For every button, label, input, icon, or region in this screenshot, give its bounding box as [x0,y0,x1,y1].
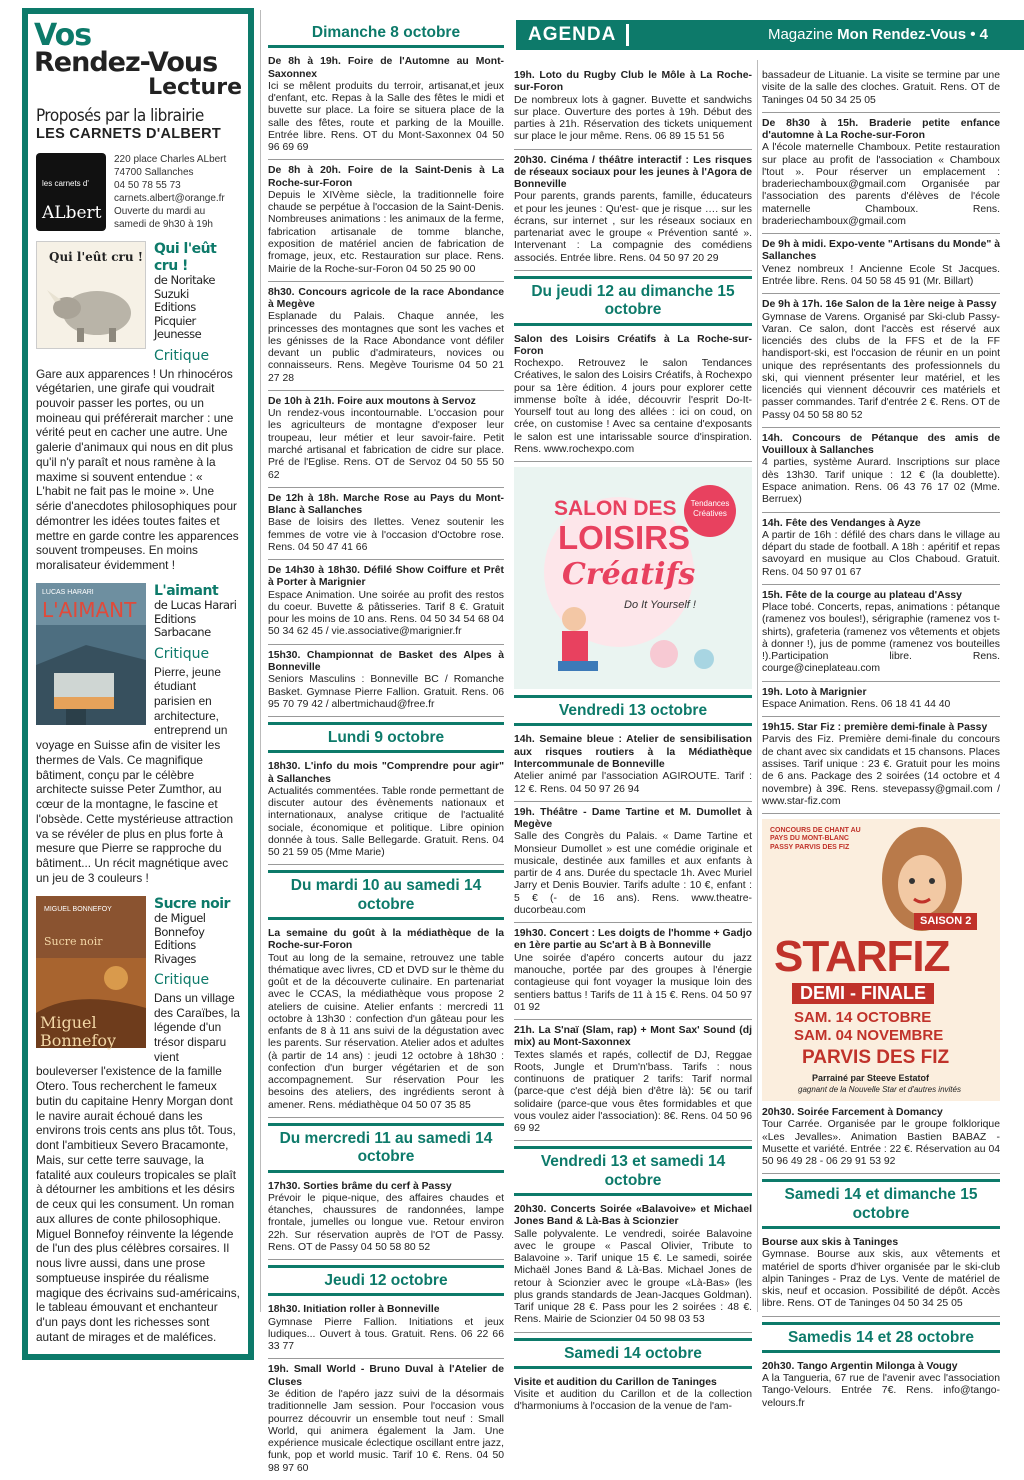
event-description: Atelier animé par l'association AGIROUTE. Tarif : 12 €. Rens. 04 50 97 26 94 [514,771,752,795]
event-description: A la Tangueria, 67 rue de l'avenir avec l'association Tango-Velours. Entrée 7€. Rens. info@tango-velours.fr [762,1373,1000,1409]
address-line: 220 place Charles ALbert [114,154,227,166]
event-title: La semaine du goût à la médiathèque de la Roche-sur-Foron [268,928,504,952]
cover-title: Qui l'eût cru ! [49,250,144,265]
book-author: de Noritake Suzuki [154,273,215,301]
event-title: 21h. La S'naï (Slam, rap) + Mont Sax' Sound (dj mix) au Mont-Saxonnex [514,1025,752,1049]
logo-small-text: les carnets d' [42,179,89,189]
poster-subtitle: DEMI - FINALE [792,983,934,1004]
event-item [762,590,1000,682]
event-description: 4 parties, système Aurard. Inscriptions sur place dès 13h30. Tarif unique : 12 € (la doublette). Espace animation. Rens. 06 43 76 17 02 (Mme. Berruex) [762,457,1000,506]
event-item [762,518,1000,585]
date-heading: Vendredi 13 octobre [514,695,752,726]
page-number: • 4 [970,26,988,44]
date-heading: Dimanche 8 octobre [268,22,504,48]
logo-rendez-vous: Rendez-Vous [34,47,218,79]
agenda-title: AGENDA [528,23,617,45]
cover-title: Sucre noir [44,934,103,948]
date-heading: Du jeudi 12 au dimanche 15 octobre [514,276,752,326]
event-title: 15h. Fête de la courge au plateau d'Assy [762,589,962,601]
event-title: 15h30. Championnat de Basket des Alpes à Bonneville [268,649,504,673]
event-title: De 14h30 à 18h30. Défilé Show Coiffure et Prêt à Porter à Marignier [268,565,504,589]
column-divider [260,10,261,1312]
event-description: bassadeur de Lituanie. La visite se termine par une visite de la salle des cloches. Gratuit. Rens. OT de Taninges 04 50 34 25 05 [762,70,1000,106]
event-item [268,650,504,717]
agenda-column-2 [268,18,504,1474]
event-title: 8h30. Concours agricole de la race Abondance à Megève [268,286,504,311]
lecture-box [22,100,254,1360]
event-description: Textes slamés et rapés, collectif de DJ, Reggae Roots, Jungle et Drum'n'bass. Tarifs : nous continuons de pratiquer 2 tarifs: Tarif normal (parce-que c'est déjà bien d'être là): 5€ ou tarif solidaire (parce-que vous êtes formidables et que vous voulez aider l'association): 8€. Rens. 04 50 96 69 92 [514,1049,752,1135]
logo-big-text: ALbert [42,203,102,224]
column-divider [757,60,758,1312]
event-description: Salle des Congrès du Palais. « Dame Tartine et Monsieur Dumollet » est une comédie originale et musicale, destinée aux familles et aux enfants à partir de 4 ans. Durée du spectacle 1h. Avec Muriel Jarry et Denis Bouvier. Tarifs adulte : 10 €, enfant : 5 € (- de 16 ans). Rens. www.theatre-ducorbeau.com [514,831,752,916]
event-item [762,722,1000,814]
poster-place: PARVIS DES FIZ [802,1047,950,1069]
event-title: 19h. Théâtre - Dame Tartine et M. Dumollet à Megève [514,806,752,831]
book-collection: Jeunesse [154,327,202,342]
logo-lecture: Lecture [148,75,242,101]
address-line: Ouverte du mardi au [114,206,206,218]
event-title: 17h30. Sorties brâme du cerf à Passy [268,1180,452,1192]
lecture-logo [22,8,254,100]
poster-line-3: Créatifs [562,557,696,593]
event-description: Tour Carrée. Organisée par le groupe folklorique «Les Jevalles». Animation Bastien BABAZ - Musette et variété. Entrée : 22 €. Réservation au 04 50 96 49 28 - 06 29 91 53 92 [762,1119,1000,1168]
address-line: samedi de 9h30 à 19h [114,219,213,231]
address-line: carnets.albert@orange.fr [114,193,225,205]
event-title: 19h30. Concert : Les doigts de l'homme + Gadjo en 1ère partie au Sc'art à B à Bonneville [514,928,752,952]
event-title: 20h30. Soirée Farcement à Domancy [762,1107,943,1119]
event-description: A l'école maternelle Chamboux. Petite restauration sur place au profit de l'association « Chamboux l'tout ». Pour réserver un emplacement : braderiechamboux@gmail.com Organisée par l'association des parents d'élèves de l'école maternelle Chamboux. Rens. braderiechamboux@gmail.com [762,142,1000,227]
book-publisher: Editions Rivages [154,938,196,966]
cover-author: LUCAS HARARI [42,588,94,596]
date-heading: Du mercredi 11 au samedi 14 octobre [268,1123,504,1173]
event-description: Un rendez-vous incontournable. L'occasion pour les agriculteurs de montagne d'exposer leur troupeau, leur métier et leur savoir-faire. Petit marché artisanal et fabrication de cidre sur place. Pré de l'Eglise. Rens. OT de Servoz 04 50 55 50 62 [268,408,504,481]
shop-logo [36,153,106,231]
date-heading: Samedi 14 et dimanche 15 octobre [762,1179,1000,1229]
date-heading: Vendredi 13 et samedi 14 octobre [514,1146,752,1196]
event-item [268,928,504,1118]
event-title: 20h30. Cinéma / théâtre interactif : Les risques de réseaux sociaux pour les jeunes à l'Agora de Bonneville [514,154,752,191]
event-item [268,565,504,645]
book-author: de Miguel Bonnefoy [154,911,206,939]
event-title: De 8h30 à 15h. Braderie petite enfance d'automne à La Roche-sur-Foron [762,117,1000,142]
event-description: Gymnase Pierre Fallion. Initiations et jeux ludiques... Ouvert à tous. Gratuit. Rens. 06 22 66 33 77 [268,1316,504,1353]
event-item [762,687,1000,718]
agenda-header [516,20,1024,50]
event-item [514,928,752,1020]
event-item [514,1377,752,1419]
book-cover [36,241,146,349]
event-description: Tout au long de la semaine, retrouvez une table thématique avec livres, CD et DVD sur le thème du goût et de la découverte culinaire. En partenariat avec le CCAS, la médiathèque vous propose 2 ateliers de cuisine. Atelier enfants : mercredi 11 octobre à 13h30 : confection d'un gâteau pour les enfants de 8 à 11 ans suivi de la dégustation avec les parents. Sur réservation. Atelier ados et adultes (à partir de 14 ans) : jeudi 12 octobre à 18h30 : confection d'un burger végétarien et de son accompagnement. Sur réservation Pour les besoins des ateliers, des ingrédients seront à amener. Rens. médiathèque 04 50 07 35 85 [268,952,504,1111]
poster-top-text: CONCOURS DE CHANT AU PAYS DU MONT-BLANC PASSY PARVIS DES FIZ [770,827,861,851]
event-description: Rochexpo. Retrouvez le salon Tendances Créatives, le salon des Loisirs Créatifs, à Rochexpo pour sa 1ère édition. 4 jours pour explorer cette immense boîte à idée, découvrir l'esprit Do-It-Yourself tout au long des allées : ici on coud, on crée, on customise ! Avec sa centaine d'exposants le salon est une intarissable source d'inspiration. Rens. www.rochexpo.com [514,358,752,455]
event-description: Esplanade du Palais. Chaque année, les princesses des montagnes que sont les vaches et les génisses de la Race Abondance vont défiler devant un public d'admirateurs, novices ou connaisseurs. Rens. Megève Tourisme 04 50 21 27 28 [268,311,504,384]
event-description: Venez nombreux ! Ancienne Ecole St Jacques. Entrée libre. Rens. 04 50 58 45 91 (Mr. Billart) [762,263,1000,287]
event-title: 18h30. Initiation roller à Bonneville [268,1304,440,1316]
event-item [268,165,504,281]
building-illustration-icon [36,625,146,725]
event-title: Bourse aux skis à Taninges [762,1236,899,1248]
event-description: Base de loisirs des Ilettes. Venez soutenir les femmes de votre vie à l'occasion d'Octobre rose. Rens. 04 50 47 41 66 [268,517,504,553]
event-item [762,299,1000,428]
book-text: Pierre, jeune étudiant parisien en architecture, entreprend un voyage en Suisse afin de visiter les thermes de Vals. Ce magnifique bâtiment, conçu par le célèbre architecte suisse Peter Zumthor, au cœur de la montagne, le fascine et l'obsède. Cette mystérieuse attraction va se révéler de plus en plus forte à mesure que Pierre se rapproche du bâtiment... Un récit magnétique avec un jeu de 3 couleurs ! [36,664,233,885]
book-author: de Lucas Harari [154,598,237,613]
event-item [268,761,504,865]
event-description: Gymnase. Bourse aux skis, aux vêtements et matériel de sports d'hiver organisée par le ski-club alpin Taninges - Praz de Lys. Vente de matériel de skis, neuf et occasion. Possibilité de dépôt. Accès libre. Rens. OT de Taninges 04 50 34 25 05 [762,1249,1000,1310]
event-item [268,1364,504,1479]
event-title: 14h. Semaine bleue : Atelier de sensibilisation aux risques routiers à la Médiathèque Intercommunale de Bonneville [514,734,752,771]
event-description: Espace Animation. Une soirée au profit des restos du coeur. Buvette & pâtisseries. Tarif 8 €. Gratuit pour les moins de 10 ans. Rens. 04 50 34 54 68 04 50 34 62 45 / vie.associative@marignier.fr [268,589,504,638]
book-title: Sucre noir [154,895,230,912]
cover-author: MIGUEL BONNEFOY [44,905,112,913]
starfiz-poster [762,819,1000,1101]
event-title: 19h. Loto du Rugby Club le Môle à La Roche-sur-Foron [514,70,752,94]
event-description: Gymnase de Varens. Organisé par Ski-club Passy-Varan. Ce salon, dont l'accès est réservé aux licenciés des clubs de la FFS et de la FF handisport-ski, est l'occasion de réunir en un point unique des représentants des professionnels du ski, qui viennent présenter leur matériel, et les licenciés qui viennent découvrir ces matériels et passer commandes. Tarif d'entrée 2 €. Rens. OT de Passy 04 50 58 80 52 [762,311,1000,421]
book-text: Dans un village des Caraïbes, la légende d'un trésor disparu vient bouleverser l'existence de la famille Otero. Tous recherchent le fameux butin du capitaine Henry Morgan dont le navire aurait échoué dans les environs trois cents ans plus tôt. Tous, dont l'ambitieux Severo Bracamonte, Mais, sur cette terre sauvage, la fatalité aux couleurs tropicales se plaît à détourner les ambitions et les désirs de ceux qui les consument. Un roman aux allures de conte philosophique. Miguel Bonnefoy réinvente la légende de l'un des plus célèbres corsaires. Il nous livre aussi, dans une prose somptueuse inspirée du réalisme magique des écrivains sud-américains, le tableau émouvant et enchanteur d'un pays dont les richesses sont autant de mirages et de maléfices. [36,990,240,1344]
event-description: Espace Animation. Rens. 06 18 41 44 40 [762,698,951,710]
book-title: Qui l'eût cru ! [154,241,217,274]
poster-saison: SAISON 2 [914,913,977,930]
event-description: Ici se mêlent produits du terroir, artisanat,et jeux d'enfant, etc. Repas à la Salle des fêtes le midi et buvette sur place. La foire se situera place de la salle des fêtes, route et parking de la Mouille. Entrée libre. Rens. OT du Mont-Saxonnex 04 50 96 69 69 [268,80,504,154]
critique-label: Critique [154,348,210,364]
event-title: 14h. Concours de Pétanque des amis de Vouilloux à Sallanches [762,432,1000,457]
event-title: 18h30. L'info du mois "Comprendre pour agir" à Sallanches [268,761,504,785]
proposed-by: Proposés par la librairie [36,106,204,126]
poster-badge: Tendances Créatives [684,485,736,537]
shop-name: LES CARNETS D'ALBERT [36,126,222,143]
book-review [36,241,240,573]
header-separator [626,24,629,46]
event-title: 19h15. Star Fiz : première demi-finale à Passy [762,722,988,734]
event-item [762,239,1000,294]
crafting-woman-illustration-icon [514,599,752,689]
event-item [514,1204,752,1333]
book-cover [36,583,146,725]
event-title: De 10h à 21h. Foire aux moutons à Servoz [268,395,476,407]
book-publisher: Editions Sarbacane [154,611,211,640]
cover-author-big: Miguel Bonnefoy [40,1012,117,1051]
poster-line-1: SALON DES [554,497,677,521]
magazine-label: Magazine [767,26,833,44]
critique-label: Critique [154,646,210,662]
event-description: Place tobé. Concerts, repas, animations : pétanque (ramenez vos boules!), sérigraphie (ramenez vos t-shirts), grafeteria (ramenez vos vêtements et objets à donner !), jus de pomme (ramenez vos bouteilles !).Participation libre. Rens. courge@cineplateau.com [762,602,1000,675]
salon-loisirs-poster [514,467,752,689]
event-item [762,1361,1000,1415]
book-review [36,583,240,886]
poster-parrain: Parrainé par Steeve Estatof [812,1073,930,1084]
book-review [36,896,240,1345]
event-title: 19h. Small World - Bruno Duval à l'Atelier de Cluses [268,1364,504,1388]
poster-title: STARFIZ [774,932,950,982]
event-item [268,56,504,160]
event-description: Salle polyvalente. Le vendredi, soirée Balavoine avec le groupe « Pascal Olivier, Tribute to Balavoine ». Tarif unique 15 €. Le samedi, soirée Michaël Jones Band & Là-Bas. Michael Jones de retour à Scionzier avec le groupe «Là-Bas» (les plus grands standards de Jean-Jacques Goldman). Tarif unique 28 €. Pass pour les 2 soirées : 48 €. Rens. Mairie de Scionzier 04 50 98 03 53 [514,1228,752,1326]
shop-address [114,153,226,231]
event-title: Visite et audition du Carillon de Taninges [514,1376,717,1388]
event-title: De 8h à 20h. Foire de la Saint-Denis à La Roche-sur-Foron [268,165,504,189]
event-item [268,287,504,391]
event-item [762,118,1000,234]
event-item [762,1237,1000,1317]
event-item [514,334,752,463]
magazine-name: Mon Rendez-Vous [837,26,967,44]
event-title: De 9h à midi. Expo-vente "Artisans du Monde" à Sallanches [762,239,1000,263]
event-description: Parvis des Fiz. Première demi-finale du concours de chant avec six candidats et 15 chansons. Places assises. Tarif unique : 23 €. Gratuit pour les moins de 6 ans. Package des 2 soirées (14 octobre et 4 novembre) à 39€. Rens. stevepassy@gmail.com / www.star-fiz.com [762,734,1000,807]
date-heading: Samedi 14 octobre [514,1338,752,1369]
event-item [514,734,752,801]
event-item [268,1181,504,1261]
logo-vos-text: Vos [34,18,92,53]
event-description: Pour parents, grands parents, famille, éducateurs et pour les jeunes : Qu'est- que je risque …. sur les écrans, sur internet , sur les réseaux sociaux en partenariat avec le groupe « Prévention santé ». Intervenant : La compagnie des comédiens associés. Entrée libre. Rens. 04 50 97 20 29 [514,191,752,264]
magazine-title [768,26,988,44]
poster-date-1: SAM. 14 OCTOBRE [794,1009,932,1027]
event-title: De 8h à 19h. Foire de l'Automne au Mont-Saxonnex [268,56,504,80]
address-line: 04 50 78 55 73 [114,180,181,192]
event-description: De nombreux lots à gagner. Buvette et sandwichs sur place. Ouverture des portes à 19h. Début des parties à 21h. Réservation des tickets uniquement sur place le jour même. Rens. 06 89 15 51 56 [514,94,752,143]
event-description: Seniors Masculins : Bonneville BC / Romanche Basket. Gymnase Pierre Fallion. Gratuit. Rens. 06 95 70 79 42 / albertmichaud@free.fr [268,674,504,710]
event-description: Visite et audition du Carillon et de la collection d'harmoniums à l'occasion de la venue de l'am- [514,1389,752,1413]
critique-label: Critique [154,972,210,989]
event-item [514,807,752,923]
event-title: De 12h à 18h. Marche Rose au Pays du Mont-Blanc à Sallanches [268,492,504,517]
agenda-column-4 [762,70,1000,1409]
date-heading: Samedis 14 et 28 octobre [762,1322,1000,1353]
event-item [514,155,752,271]
event-item [514,70,752,150]
cover-title: L'AIMANT [42,597,137,622]
event-title: Salon des Loisirs Créatifs à La Roche-sur-Foron [514,333,752,357]
event-item [514,1025,752,1141]
event-item [762,433,1000,513]
event-title: 14h. Fête des Vendanges à Ayze [762,517,921,529]
date-heading: Lundi 9 octobre [268,722,504,753]
event-title: 20h30. Tango Argentin Milonga à Vougy [762,1360,958,1372]
poster-date-2: SAM. 04 NOVEMBRE [794,1027,944,1045]
date-heading: Jeudi 12 octobre [268,1265,504,1296]
event-description: Prévoir le pique-nique, des affaires chaudes et étanches, chaussures de randonnées, lampe frontale, jumelles ou longue vue. Retour environ 22h. Sur réservation auprès de l'OT de Passy. Rens. OT de Passy 04 50 58 80 52 [268,1192,504,1253]
book-title: L'aimant [154,582,219,599]
book-text: Gare aux apparences ! Un rhinocéros végétarien, une girafe qui voudrait pouvoir passer les portes, ou un moineau qui préférerait marcher : une vérité peut en cacher une autre. Une galerie d'animaux qui nous en dit plus qu'il n'y paraît et nous ramène à la maxime si souvent entendue : « L'habit ne fait pas le moine ». Une série d'anecdotes philosophiques pour démontrer les idées toutes faites et mettre en garde contre les apparences souvent trompeuses. En moins moralisateur évidemment ! [36,366,239,573]
lecture-column [22,8,254,1344]
event-description: Une soirée d'apéro concerts autour du jazz manouche, portée par des groupes à l'énergie contagieuse qui font voyager la musique loin des sentiers battus ! Tarifs de 11 à 15 €. Rens. 04 50 97 01 92 [514,952,752,1013]
event-title: 20h30. Concerts Soirée «Balavoive» et Michael Jones Band & Là-Bas à Scionzier [514,1204,752,1228]
event-description: A partir de 16h : défilé des chars dans le village au départ du stade de football. A 18h : apéritif et repas savoyard en musique au Clos Chaboud. Gratuit. Rens. 04 50 97 01 67 [762,529,1000,578]
event-description: Actualités commentées. Table ronde permettant de discuter autour des évènements nationaux et internationaux, analyse critique de l'actualité sociale, économique et politique. Libre opinion donnée à tous. Salle Bellegarde. Gratuit. Rens. 04 50 21 59 05 (Mme Marie) [268,785,504,859]
agenda-column-3 [514,70,752,1413]
address-line: 74700 Sallanches [114,167,194,179]
book-cover [36,896,146,1051]
hat-icon [36,151,106,181]
date-heading: Du mardi 10 au samedi 14 octobre [268,870,504,920]
event-description: 3e édition de l'apéro jazz suivi de la désormais traditionnelle Jam session. Pour l'occasion vous pourrez découvrir un ensemble tout neuf : Small World, qui animera également la Jam. Une expérience musicale éclectique oscillant entre jazz, funk, pop et world music. Tarif 10 €. Rens. 04 50 98 97 60 [268,1389,504,1474]
event-item [762,1107,1000,1174]
poster-parrain-2: gagnant de la Nouvelle Star et d'autres invités [798,1085,961,1095]
event-title: De 9h à 17h. 16e Salon de la 1ère neige à Passy [762,299,997,311]
event-description: Depuis le XIVème siècle, la traditionnelle foire chaude se perpétue à l'occasion de la Saint-Denis. Nombreuses animations : les animaux de la ferme, fabrication artisanale de tomme blanche, exposition de matériel ancien de fabrication de fromage, jeux, etc. Restauration sur place. Rens. Mairie de la Roche-sur-Foron 04 50 25 90 00 [268,189,504,275]
event-item [268,396,504,488]
event-item [762,70,1000,113]
poster-line-4: Do It Yourself ! [624,599,696,612]
event-item [268,1304,504,1359]
book-publisher: Editions Picquier [154,300,196,328]
rhino-illustration-icon [37,268,145,348]
poster-line-2: LOISIRS [558,519,691,557]
event-title: 19h. Loto à Marignier [762,686,867,698]
event-item [268,493,504,560]
shop-info [36,153,240,231]
